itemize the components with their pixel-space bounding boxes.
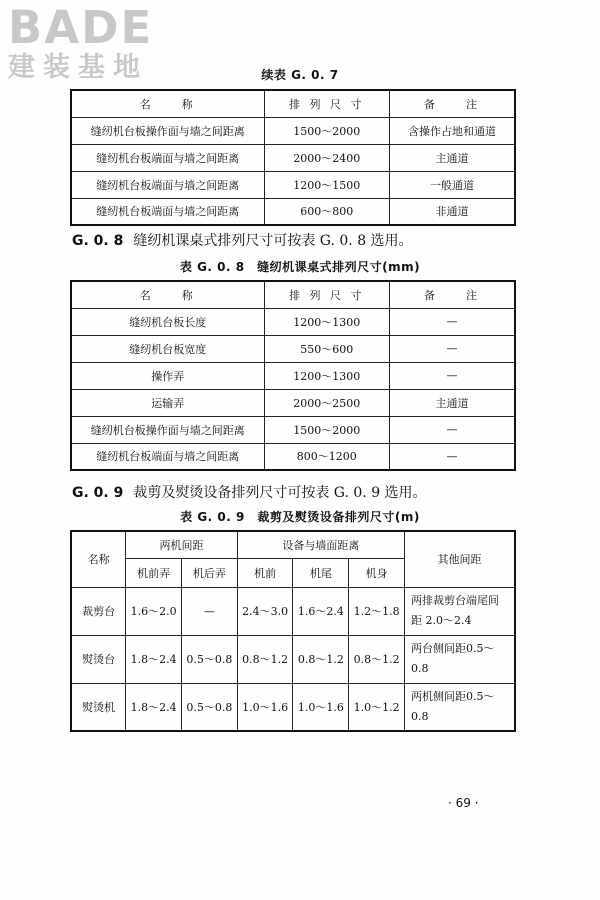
cell-name: 缝纫机台板端面与墙之间距离 <box>71 144 264 171</box>
clause-number: G. 0. 9 <box>72 485 124 501</box>
cell-name: 熨烫台 <box>71 635 126 683</box>
table-row <box>71 389 515 416</box>
table-row <box>71 443 515 470</box>
header-name: 名 称 <box>71 90 264 117</box>
cell-value: 1.8～2.4 <box>126 635 182 683</box>
cell-value: 1.0～1.6 <box>237 683 293 731</box>
cell-name: 操作弄 <box>71 362 264 389</box>
cell-name: 缝纫机台板宽度 <box>71 335 264 362</box>
cell-remark: 主通道 <box>389 144 515 171</box>
cell-remark: 主通道 <box>389 389 515 416</box>
cell-value: 1.0～1.6 <box>293 683 349 731</box>
table-row <box>71 171 515 198</box>
subheader-front-aisle: 机前弄 <box>126 558 182 587</box>
header-between-machines: 两机间距 <box>126 531 238 558</box>
header-size: 排 列 尺 寸 <box>264 90 389 117</box>
subheader-rear-aisle: 机后弄 <box>181 558 237 587</box>
cell-value: 0.8～1.2 <box>293 635 349 683</box>
cell-size: 1500～2000 <box>264 416 389 443</box>
cell-remark: 含操作占地和通道 <box>389 117 515 144</box>
header-equipment-to-wall: 设备与墙面距离 <box>237 531 404 558</box>
table-g07-caption: 续表 G. 0. 7 <box>261 68 339 82</box>
table-row <box>71 308 515 335</box>
table-g08 <box>70 280 516 471</box>
subheader-body: 机身 <box>349 558 405 587</box>
table-header-row <box>71 90 515 117</box>
cell-size: 800～1200 <box>264 443 389 470</box>
clause-text: 缝纫机课桌式排列尺寸可按表 G. 0. 8 选用。 <box>133 233 413 249</box>
cell-value: 0.5～0.8 <box>181 683 237 731</box>
cell-remark: — <box>389 416 515 443</box>
cell-value: 0.8～1.2 <box>237 635 293 683</box>
table-row <box>71 683 515 731</box>
header-remark: 备 注 <box>389 281 515 308</box>
table-row <box>71 362 515 389</box>
cell-value: — <box>181 587 237 635</box>
subheader-tail: 机尾 <box>293 558 349 587</box>
cell-name: 缝纫机台板长度 <box>71 308 264 335</box>
logo-subtitle: 建装基地 <box>8 52 148 83</box>
cell-remark: — <box>389 308 515 335</box>
cell-other: 两机侧间距0.5～0.8 <box>404 683 515 731</box>
cell-value: 1.2～1.8 <box>349 587 405 635</box>
cell-name: 缝纫机台板操作面与墙之间距离 <box>71 117 264 144</box>
cell-value: 1.6～2.0 <box>126 587 182 635</box>
cell-size: 2000～2400 <box>264 144 389 171</box>
cell-value: 1.6～2.4 <box>293 587 349 635</box>
clause-number: G. 0. 8 <box>72 233 124 249</box>
cell-value: 0.8～1.2 <box>349 635 405 683</box>
header-name: 名 称 <box>71 281 264 308</box>
cell-size: 1200～1500 <box>264 171 389 198</box>
table-row <box>71 635 515 683</box>
cell-remark: — <box>389 362 515 389</box>
table-row <box>71 335 515 362</box>
table-row <box>71 416 515 443</box>
cell-size: 1200～1300 <box>264 362 389 389</box>
cell-remark: — <box>389 335 515 362</box>
cell-size: 550～600 <box>264 335 389 362</box>
cell-value: 1.0～1.2 <box>349 683 405 731</box>
clause-g08 <box>72 230 413 250</box>
cell-size: 1200～1300 <box>264 308 389 335</box>
cell-remark: 一般通道 <box>389 171 515 198</box>
table-g08-caption: 表 G. 0. 8 缝纫机课桌式排列尺寸(mm) <box>179 260 421 274</box>
cell-name: 缝纫机台板端面与墙之间距离 <box>71 443 264 470</box>
table-row <box>71 587 515 635</box>
cell-remark: — <box>389 443 515 470</box>
header-remark: 备 注 <box>389 90 515 117</box>
table-row <box>71 144 515 171</box>
cell-other: 两台侧间距0.5～0.8 <box>404 635 515 683</box>
cell-name: 裁剪台 <box>71 587 126 635</box>
table-row <box>71 117 515 144</box>
cell-value: 0.5～0.8 <box>181 635 237 683</box>
cell-size: 2000～2500 <box>264 389 389 416</box>
cell-value: 1.8～2.4 <box>126 683 182 731</box>
table-g09-caption: 表 G. 0. 9 裁剪及熨烫设备排列尺寸(m) <box>180 510 420 524</box>
clause-text: 裁剪及熨烫设备排列尺寸可按表 G. 0. 9 选用。 <box>133 485 427 501</box>
cell-name: 缝纫机台板端面与墙之间距离 <box>71 198 264 225</box>
cell-other: 两排裁剪台端尾间距 2.0～2.4 <box>404 587 515 635</box>
table-row <box>71 198 515 225</box>
header-size: 排 列 尺 寸 <box>264 281 389 308</box>
cell-value: 2.4～3.0 <box>237 587 293 635</box>
cell-name: 缝纫机台板操作面与墙之间距离 <box>71 416 264 443</box>
cell-remark: 非通道 <box>389 198 515 225</box>
clause-g09 <box>72 482 427 502</box>
cell-name: 运输弄 <box>71 389 264 416</box>
cell-name: 缝纫机台板端面与墙之间距离 <box>71 171 264 198</box>
table-g09 <box>70 530 516 732</box>
cell-size: 1500～2000 <box>264 117 389 144</box>
header-name: 名称 <box>71 531 126 587</box>
header-other-spacing: 其他间距 <box>404 531 515 587</box>
cell-size: 600～800 <box>264 198 389 225</box>
table-header-row <box>71 281 515 308</box>
page-number: · 69 · <box>448 796 479 810</box>
table-header-row <box>71 531 515 558</box>
subheader-front: 机前 <box>237 558 293 587</box>
table-g07 <box>70 89 516 226</box>
cell-name: 熨烫机 <box>71 683 126 731</box>
logo-wordmark: BADE <box>8 1 154 54</box>
